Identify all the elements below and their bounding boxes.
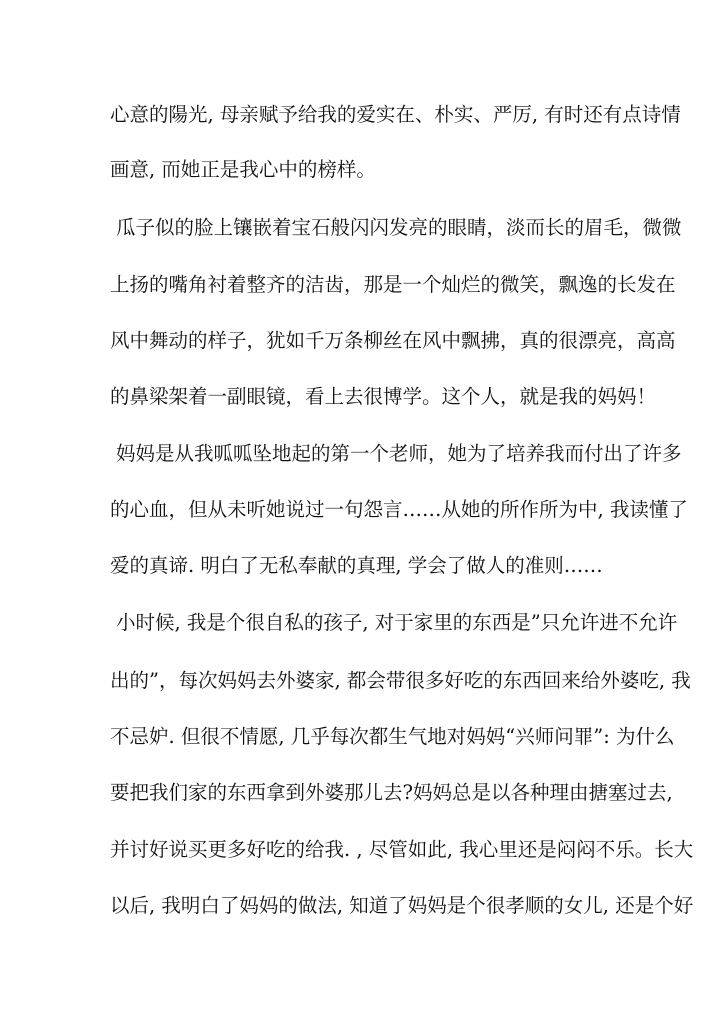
paragraph-start-line: 小时候, 我是个很自私的孩子, 对于家里的东西是”只允许进不允许 xyxy=(116,611,678,634)
text-line: 上扬的嘴角衬着整齐的洁齿，那是一个灿烂的微笑，飘逸的长发在 xyxy=(110,273,676,296)
text-line: 以后, 我明白了妈妈的做法, 知道了妈妈是个很孝顺的女儿, 还是个好 xyxy=(110,894,694,917)
text-line: 风中舞动的样子，犹如千万条柳丝在风中飘拂，真的很漂亮，高高 xyxy=(110,329,676,352)
paragraph-start-line: 瓜子似的脸上镶嵌着宝石般闪闪发亮的眼睛，淡而长的眉毛，微微 xyxy=(116,216,682,239)
text-line: 不忌妒. 但很不情愿, 几乎每次都生气地对妈妈“兴师问罪”: 为什么 xyxy=(110,725,675,748)
text-line: 出的”，每次妈妈去外婆家, 都会带很多好吃的东西回来给外婆吃, 我 xyxy=(110,669,691,692)
text-line: 的鼻梁架着一副眼镜，看上去很博学。这个人，就是我的妈妈！ xyxy=(110,385,657,408)
text-line: 心意的陽光, 母亲赋予给我的爱实在、朴实、严厉, 有时还有点诗情 xyxy=(110,103,681,126)
text-line: 画意, 而她正是我心中的榜样。 xyxy=(110,158,376,181)
paragraph-start-line: 妈妈是从我呱呱坠地起的第一个老师，她为了培养我而付出了许多 xyxy=(116,442,682,465)
text-line: 的心血，但从未听她说过一句怨言……从她的所作所为中, 我读懂了 xyxy=(110,498,688,521)
text-line: 并讨好说买更多好吃的给我. , 尽管如此, 我心里还是闷闷不乐。长大 xyxy=(110,838,694,861)
text-line: 要把我们家的东西拿到外婆那儿去?妈妈总是以各种理由搪塞过去, xyxy=(110,781,673,804)
text-line: 爱的真谛. 明白了无私奉献的真理, 学会了做人的准则…… xyxy=(110,554,603,577)
